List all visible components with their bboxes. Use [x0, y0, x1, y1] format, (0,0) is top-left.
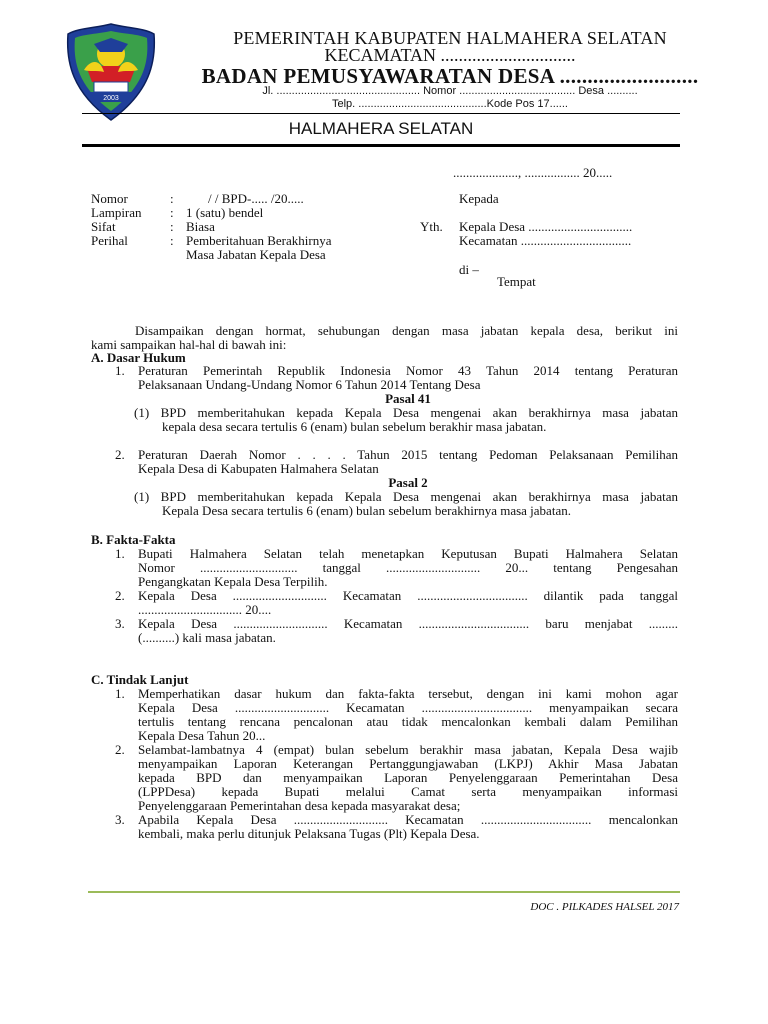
- sifat-colon: :: [170, 219, 174, 234]
- intro-line-1: Disampaikan dengan hormat, sehubungan dengan masa jabatan kepala desa, berikut ini: [135, 323, 678, 338]
- section-c-item1-line3: tertulis tentang rencana pencalonan atau tidak mencalonkan kembali dalam Pemilihan: [138, 714, 678, 729]
- halmahera-selatan-logo: [64, 22, 158, 122]
- section-c-item2-line3: kepada BPD dan menyampaikan Laporan Penyelenggaraan Pemerintahan Desa: [138, 770, 678, 785]
- section-c-item1-number: 1.: [115, 686, 125, 701]
- lampiran-label: Lampiran: [91, 205, 142, 220]
- coat-of-arms-icon: [64, 22, 158, 122]
- section-a-item1-line1: Peraturan Pemerintah Republik Indonesia Nomor 43 Tahun 2014 tentang Peraturan: [138, 363, 678, 378]
- footer-doc-label: DOC . PILKADES HALSEL 2017: [530, 901, 679, 913]
- section-a-item1-number: 1.: [115, 363, 125, 378]
- section-b-heading: B. Fakta-Fakta: [91, 532, 176, 547]
- recipient-kecamatan: Kecamatan ..................................: [459, 233, 632, 248]
- section-c-item2-line2: menyampaikan Laporan Keterangan Pertanggungjawaban (LKPJ) Akhir Masa Jabatan: [138, 756, 678, 771]
- section-c-item1-line4: Kepala Desa Tahun 20...: [138, 728, 266, 743]
- header-government: PEMERINTAH KABUPATEN HALMAHERA SELATAN: [233, 28, 667, 48]
- section-b-item1-line1: Bupati Halmahera Selatan telah menetapkan Keputusan Bupati Halmahera Selatan: [138, 546, 678, 561]
- pasal-2-line1: (1) BPD memberitahukan kepada Kepala Desa mengenai akan berakhirnya masa jabatan: [134, 489, 678, 504]
- header-phone: Telp. ..........................................Kode Pos 17......: [332, 98, 568, 110]
- section-c-item1-line2: Kepala Desa ............................. Kecamatan .................................. menyampaikan secara: [138, 700, 678, 715]
- recipient-tempat: Tempat: [497, 274, 536, 289]
- intro-line-2: kami sampaikan hal-hal di bawah ini:: [91, 337, 287, 352]
- header-address: Jl. ............................................... Nomor ...................................... Desa ..........: [262, 85, 638, 97]
- lampiran-colon: :: [170, 205, 174, 220]
- sifat-label: Sifat: [91, 219, 116, 234]
- letterhead-thick-rule: [82, 144, 680, 147]
- date-line: ...................., ................. 20.....: [453, 165, 613, 180]
- section-b-item1-line2: Nomor .............................. tanggal ............................. 20... tentang Pengesahan: [138, 560, 678, 575]
- logo-year-text: 2003: [103, 95, 119, 102]
- recipient-di: di –: [459, 262, 479, 277]
- recipient-yth: Yth.: [420, 219, 443, 234]
- recipient-kepala-desa: Kepala Desa ................................: [459, 219, 633, 234]
- section-b-item2-number: 2.: [115, 588, 125, 603]
- section-b-item3-line1: Kepala Desa ............................. Kecamatan .................................. baru menjabat .........: [138, 616, 678, 631]
- perihal-value-1: Pemberitahuan Berakhirnya: [186, 233, 332, 248]
- section-a-item2-line2: Kepala Desa di Kabupaten Halmahera Selatan: [138, 461, 379, 476]
- section-b-item2-line2: ................................ 20....: [138, 602, 272, 617]
- pasal-2-heading: Pasal 2: [388, 475, 428, 490]
- pasal-41-heading: Pasal 41: [385, 391, 431, 406]
- nomor-label: Nomor: [91, 191, 128, 206]
- section-c-heading: C. Tindak Lanjut: [91, 672, 189, 687]
- section-b-item1-number: 1.: [115, 546, 125, 561]
- section-c-item1-line1: Memperhatikan dasar hukum dan fakta-fakta tersebut, dengan ini kami mohon agar: [138, 686, 678, 701]
- perihal-colon: :: [170, 233, 174, 248]
- section-c-item2-line5: Penyelenggaraan Pemerintahan desa kepada masyarakat desa;: [138, 798, 461, 813]
- section-c-item3-line1: Apabila Kepala Desa ............................. Kecamatan .................................. mencalonkan: [138, 812, 678, 827]
- pasal-41-line1: (1) BPD memberitahukan kepada Kepala Desa mengenai akan berakhirnya masa jabatan: [134, 405, 678, 420]
- section-c-item2-line4: (LPPDesa) kepada Bupati melalui Camat serta menyampaikan informasi: [138, 784, 678, 799]
- letterhead-region-title: HALMAHERA SELATAN: [288, 119, 474, 138]
- header-kecamatan: KECAMATAN ..............................: [324, 45, 576, 65]
- section-b-item2-line1: Kepala Desa ............................. Kecamatan .................................. dilantik pada tanggal: [138, 588, 678, 603]
- header-bpd: BADAN PEMUSYAWARATAN DESA .........................: [201, 64, 699, 88]
- section-a-item2-number: 2.: [115, 447, 125, 462]
- section-b-item1-line3: Pengangkatan Kepala Desa Terpilih.: [138, 574, 328, 589]
- section-c-item2-number: 2.: [115, 742, 125, 757]
- nomor-value: / / BPD-..... /20.....: [208, 191, 304, 206]
- section-c-item2-line1: Selambat-lambatnya 4 (empat) bulan sebelum berakhir masa jabatan, Kepala Desa wajib: [138, 742, 678, 757]
- section-a-item2-line1: Peraturan Daerah Nomor . . . . Tahun 2015 tentang Pedoman Pelaksanaan Pemilihan: [138, 447, 678, 462]
- recipient-kepada: Kepada: [459, 191, 499, 206]
- section-a-heading: A. Dasar Hukum: [91, 350, 186, 365]
- pasal-41-line2: kepala desa secara tertulis 6 (enam) bulan sebelum berakhir masa jabatan.: [162, 419, 547, 434]
- section-c-item3-line2: kembali, maka perlu ditunjuk Pelaksana Tugas (Plt) Kepala Desa.: [138, 826, 480, 841]
- sifat-value: Biasa: [186, 219, 215, 234]
- nomor-colon: :: [170, 191, 174, 206]
- section-b-item3-number: 3.: [115, 616, 125, 631]
- section-c-item3-number: 3.: [115, 812, 125, 827]
- perihal-label: Perihal: [91, 233, 128, 248]
- letterhead-thin-rule: [82, 113, 680, 114]
- perihal-value-2: Masa Jabatan Kepala Desa: [186, 247, 326, 262]
- footer-rule: [88, 891, 680, 893]
- section-b-item3-line2: (..........) kali masa jabatan.: [138, 630, 276, 645]
- section-a-item1-line2: Pelaksanaan Undang-Undang Nomor 6 Tahun 2014 Tentang Desa: [138, 377, 481, 392]
- lampiran-value: 1 (satu) bendel: [186, 205, 264, 220]
- pasal-2-line2: Kepala Desa secara tertulis 6 (enam) bulan sebelum berakhirnya masa jabatan.: [162, 503, 571, 518]
